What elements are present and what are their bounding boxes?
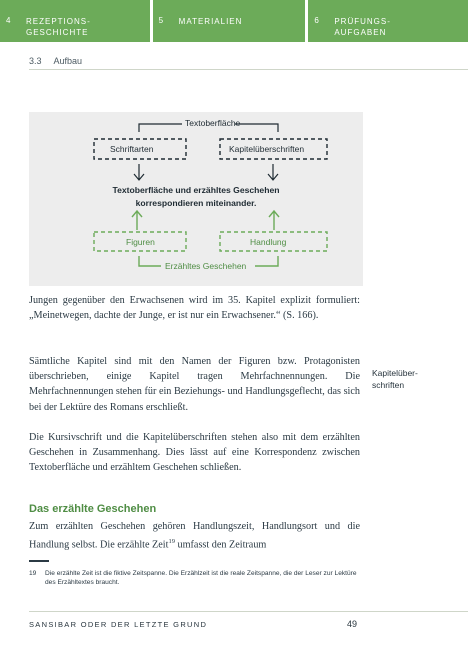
footnote-number: 19 bbox=[29, 570, 37, 577]
paragraph-text: Die Kursivschrift und die Kapitelüberschriften stehen also mit dem erzählten Geschehen in Zusammenhang. Dies lässt auf eine Korrespondenz zwischen Textoberfläche und erzähltem Geschehen schließen. bbox=[29, 432, 360, 474]
section-divider bbox=[29, 69, 468, 70]
paragraph-text-start: Zum erzählten Geschehen gehören Handlungszeit, Handlungsort und die Handlung selbst. Die erzählte Zeit bbox=[29, 521, 360, 551]
section-header bbox=[29, 56, 82, 66]
page-number: 49 bbox=[347, 619, 358, 629]
paragraph bbox=[29, 354, 360, 415]
paragraph bbox=[29, 430, 360, 476]
paragraph-text-end: umfasst den Zeitraum bbox=[174, 539, 267, 551]
footnote-divider bbox=[29, 560, 49, 562]
diagram-top-label: Textoberfläche bbox=[185, 118, 241, 128]
footer-divider bbox=[29, 611, 468, 612]
margin-note bbox=[372, 355, 442, 391]
tab-materialien[interactable] bbox=[153, 0, 306, 42]
diagram-center-line-2: korrespondieren miteinander. bbox=[135, 198, 257, 208]
diagram-box-handlung: Handlung bbox=[250, 237, 287, 247]
diagram-center-line-1: Textoberfläche und erzähltes Geschehen bbox=[112, 185, 280, 195]
section-title: Aufbau bbox=[53, 56, 83, 66]
paragraph bbox=[29, 519, 360, 553]
tab-label: PRÜFUNGS- AUFGABEN bbox=[334, 17, 391, 37]
tab-label: MATERIALIEN bbox=[178, 17, 243, 26]
tab-number: 6 bbox=[314, 16, 320, 25]
subheading: Das erzählte Geschehen bbox=[29, 503, 157, 515]
footnote-text: Die erzählte Zeit ist die fiktive Zeitspanne. Die Erzählzeit ist die reale Zeitspanne, die der Leser zur Lektüre des Erzähltextes braucht. bbox=[45, 570, 357, 586]
paragraph bbox=[29, 293, 360, 323]
footer-title: SANSIBAR ODER DER LETZTE GRUND bbox=[29, 620, 208, 629]
diagram-box-kapitelueberschriften: Kapitelüberschriften bbox=[229, 144, 305, 154]
paragraph-text: Jungen gegenüber den Erwachsenen wird im 35. Kapitel explizit formuliert: „Meinetwegen, dachte der Junge, er ist nur ein Erwachsener.“ (S. 166). bbox=[29, 295, 360, 322]
diagram-box-figuren: Figuren bbox=[126, 237, 155, 247]
diagram-bottom-label: Erzähltes Geschehen bbox=[165, 261, 247, 271]
tab-number: 4 bbox=[6, 16, 12, 25]
tab-number: 5 bbox=[158, 16, 165, 25]
paragraph-text: Sämtliche Kapitel sind mit den Namen der Figuren bzw. Protagonisten überschrieben, einige Kapitel tragen Mehrfachnennungen. Die Mehrfachnennungen stehen für ein Beziehungs- und Handlungsgeflecht, das sich bei der Lektüre des Romans erschließt. bbox=[29, 356, 360, 413]
structure-diagram bbox=[29, 112, 363, 286]
tab-rezeptionsgeschichte[interactable] bbox=[0, 0, 150, 42]
footnote-ref[interactable]: 19 bbox=[168, 538, 175, 546]
diagram-box-schriftarten: Schriftarten bbox=[110, 144, 154, 154]
section-number: 3.3 bbox=[29, 56, 42, 66]
tab-pruefungsaufgaben[interactable] bbox=[308, 0, 468, 42]
paragraph-text bbox=[29, 519, 360, 553]
tab-label: REZEPTIONS- GESCHICHTE bbox=[26, 17, 91, 37]
margin-note-text: Kapitelüber- schriften bbox=[372, 368, 418, 390]
chapter-tabs bbox=[0, 0, 468, 42]
